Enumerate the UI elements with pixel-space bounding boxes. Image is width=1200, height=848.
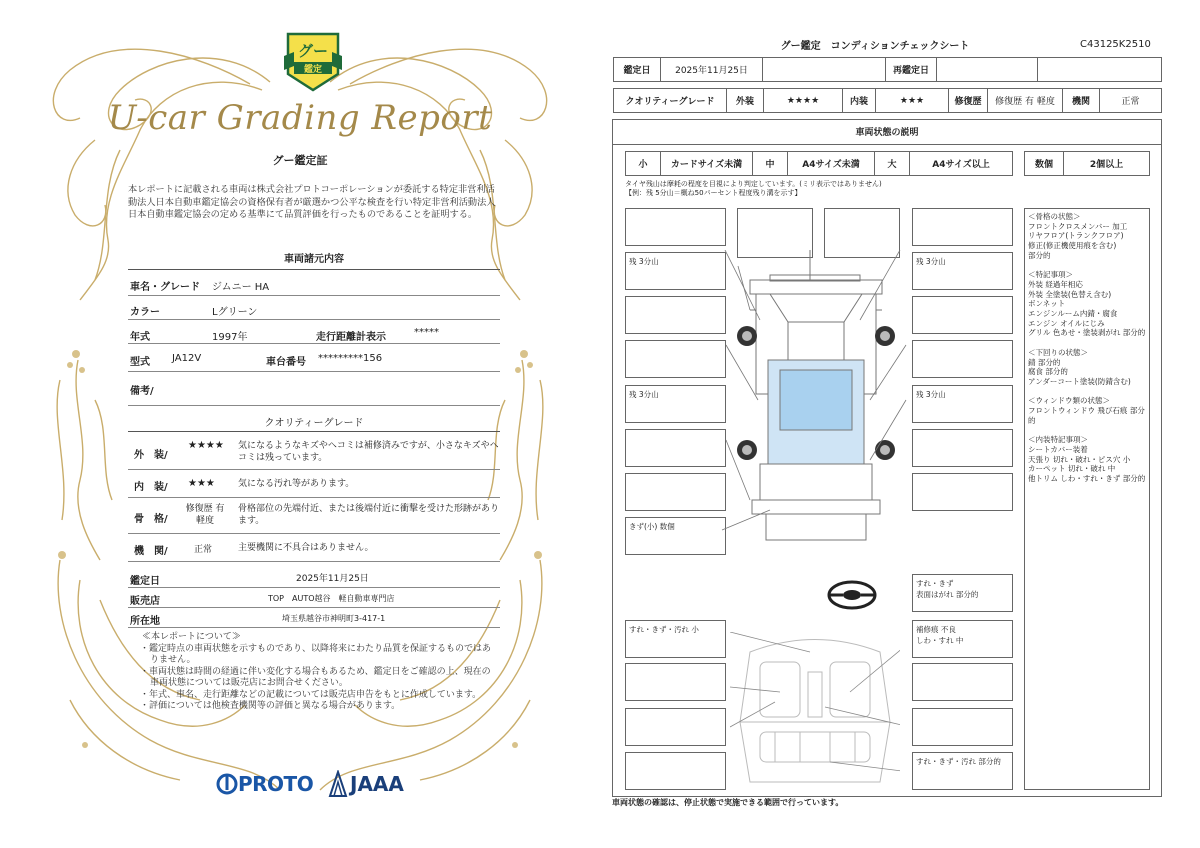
- tire-rl-note: 残 3分山: [629, 390, 659, 399]
- condition-notes-panel: ＜骨格の状態＞ フロントクロスメンバー 加工 リヤフロア(トランクフロア) 修正(修正機使用痕を含む) 部分的 ＜特記事項＞ 外装 経過年相応 外装 全塗装(色替え含む) ボンネット エンジンルーム内錆・腐食 エンジン オイルにじみ グリル 色あせ・塗装剥がれ 部分的 ＜下回りの状態＞ 錆 部分的 腐食 部分的 アンダーコート塗装(防錆含む) ＜ウィンドウ類の状態＞ フロントウィンドウ 飛び石痕 部分的 ＜内装特記事項＞ シートカバー装着 天張り 切れ・破れ・ピス穴 小 カーペット 切れ・破れ 中 他トリム しわ・すれ・きず 部分的: [1024, 208, 1150, 790]
- comment-box: [912, 473, 1013, 511]
- spec-mileage-label: 走行距離計表示: [316, 332, 386, 343]
- quality-frame-label: 骨 格/: [134, 514, 168, 525]
- interior-label: 内装: [842, 88, 876, 113]
- steering-note: すれ・きず 表面はがれ 部分的: [916, 579, 979, 599]
- quality-frame-desc: 骨格部位の先端付近、または後端付近に衝撃を受けた形跡があります。: [238, 504, 500, 526]
- info-row-date: [128, 566, 500, 588]
- rear-damage-note: きず(小) 数個: [629, 522, 675, 531]
- proto-logo-text: PROTO: [238, 772, 314, 796]
- front-seat-left-box: [625, 620, 726, 658]
- info-shop-value: TOP AUTO越谷 軽自動車専門店: [268, 594, 395, 603]
- engine-value: 正常: [1099, 88, 1162, 113]
- spec-row-name: [128, 272, 500, 296]
- front-seat-right-note: 補修痕 不良 しわ・すれ 中: [916, 625, 964, 645]
- spec-mileage-value: *****: [414, 327, 439, 338]
- sheet-code: C43125K2510: [1080, 39, 1151, 50]
- exterior-stars: ★★★★: [763, 88, 843, 113]
- comment-box: [625, 208, 726, 246]
- size-large-desc: A4サイズ以上: [909, 151, 1013, 176]
- info-address-label: 所在地: [130, 616, 160, 627]
- tire-note-2: 【例：残 5分山＝概ね50パーセント程度残り溝を示す】: [625, 189, 802, 197]
- appraisal-date-label: 鑑定日: [613, 57, 661, 82]
- report-notes: [138, 632, 498, 713]
- blank-cell: [1037, 57, 1162, 82]
- steering-wheel-icon: [826, 578, 878, 612]
- comment-box: [625, 708, 726, 746]
- quality-engine-desc: 主要機関に不具合はありません。: [238, 543, 374, 553]
- tire-fr-box: [912, 252, 1013, 290]
- report-title: U-car Grading Report: [107, 98, 493, 138]
- quality-interior-label: 内 装/: [134, 482, 168, 493]
- divider: [128, 268, 500, 270]
- spec-year-value: 1997年: [212, 332, 248, 343]
- quality-title: クオリティーグレード: [264, 418, 364, 429]
- quality-frame-value: 修復歴 有 軽度: [185, 504, 225, 526]
- jaaa-logo-icon: [328, 770, 348, 798]
- condition-title: 車両状態の説明: [612, 119, 1162, 145]
- info-row-address: [128, 608, 500, 628]
- tire-fl-note: 残 3分山: [629, 257, 659, 266]
- spec-row-year: [128, 320, 500, 344]
- proto-logo-icon: [216, 772, 238, 796]
- certificate-body: 本レポートに記載される車両は株式会社プロトコーポレーションが委託する特定非営利活動法人日本自動車鑑定協会の資格保有者が厳選かつ公平な検査を行い特定非営利活動法人日本自動車鑑定協会の定める基準にて品質評価を行ったものであることを証明する。: [128, 184, 496, 220]
- spec-name-label: 車名・グレード: [130, 282, 200, 293]
- reappraisal-date-value: [936, 57, 1038, 82]
- spec-row-remarks: [128, 372, 500, 406]
- rear-seat-box: [912, 752, 1013, 790]
- engine-label: 機関: [1062, 88, 1100, 113]
- quality-interior-desc: 気になる汚れ等があります。: [238, 479, 355, 489]
- spec-model-value: JA12V: [172, 353, 202, 364]
- interior-stars: ★★★: [875, 88, 949, 113]
- spec-chassis-label: 車台番号: [266, 357, 306, 368]
- repair-history-value: 修復歴 有 軽度: [987, 88, 1063, 113]
- quality-row-exterior: [128, 434, 500, 470]
- comment-box: [912, 663, 1013, 701]
- size-large-label: 大: [874, 151, 910, 176]
- quality-interior-stars: ★★★: [188, 478, 215, 489]
- quality-exterior-label: 外 装/: [134, 450, 168, 461]
- divider: [128, 430, 500, 432]
- tire-note-1: タイヤ残山は摩耗の程度を目視により判定しています。(ミリ表示ではありません): [625, 180, 882, 188]
- count-label: 数個: [1024, 151, 1064, 176]
- quality-exterior-stars: ★★★★: [188, 440, 224, 451]
- car-exterior-diagram: [710, 250, 910, 550]
- badge-bottom-text: 鑑定: [303, 65, 323, 75]
- comment-box: [625, 663, 726, 701]
- spec-name-value: ジムニー HA: [212, 282, 270, 293]
- tire-rr-note: 残 3分山: [916, 390, 946, 399]
- badge-top-text: グー: [297, 42, 329, 60]
- quality-exterior-desc: 気になるようなキズやヘコミは補修済みですが、小さなキズやヘコミは残っています。: [238, 441, 499, 463]
- info-shop-label: 販売店: [130, 596, 160, 607]
- sheet-footer: 車両状態の確認は、停止状態で実施できる範囲で行っています。: [612, 798, 844, 807]
- specs-title: 車両諸元内容: [284, 254, 344, 265]
- spec-remarks-label: 備考/: [130, 386, 154, 397]
- spec-year-label: 年式: [130, 332, 150, 343]
- info-date-value: 2025年11月25日: [296, 574, 369, 584]
- size-mid-label: 中: [752, 151, 788, 176]
- jaaa-logo-text: JAAA: [350, 772, 404, 796]
- sheet-title: グー鑑定 コンディションチェックシート: [780, 41, 970, 52]
- note-item: ・評価については他検査機関等の評価と異なる場合があります。: [140, 701, 401, 711]
- spec-row-model: [128, 344, 500, 372]
- quality-row-interior: [128, 470, 500, 498]
- spec-color-value: Lグリーン: [212, 307, 258, 318]
- certificate-title: グー鑑定証: [272, 154, 328, 167]
- size-small-desc: カードサイズ未満: [660, 151, 753, 176]
- blank-cell: [762, 57, 886, 82]
- rear-seat-note: すれ・きず・汚れ 部分的: [916, 757, 1001, 766]
- count-desc: 2個以上: [1063, 151, 1150, 176]
- quality-engine-label: 機 関/: [134, 546, 168, 557]
- spec-model-label: 型式: [130, 357, 150, 368]
- car-interior-diagram: [730, 632, 900, 792]
- note-item: ・年式、車名、走行距離などの記載については販売店申告をもとに作成しています。: [140, 689, 482, 700]
- size-small-label: 小: [625, 151, 661, 176]
- quality-row-engine: [128, 534, 500, 562]
- comment-box: [912, 296, 1013, 334]
- goo-kantei-badge-icon: [282, 28, 344, 94]
- info-address-value: 埼玉県越谷市神明町3-417-1: [282, 614, 386, 623]
- comment-box: [912, 208, 1013, 246]
- tire-rr-box: [912, 385, 1013, 423]
- steering-box: [912, 574, 1013, 612]
- reappraisal-date-label: 再鑑定日: [885, 57, 937, 82]
- comment-box: [625, 752, 726, 790]
- quality-engine-value: 正常: [194, 545, 213, 555]
- spec-chassis-value: *********156: [318, 353, 383, 364]
- quality-grade-label: クオリティーグレード: [613, 88, 727, 113]
- notes-heading: ≪本レポートについて≫: [142, 632, 241, 642]
- note-item: ・鑑定時点の車両状態を示すものであり、以降将来にわたり品質を保証するものではありません。: [140, 643, 492, 665]
- appraisal-date-value: 2025年11月25日: [660, 57, 763, 82]
- note-item: ・車両状態は時間の経過に伴い変化する場合もあるため、鑑定日をご確認の上、現在の車両状態については販売店にお問合せください。: [140, 666, 491, 688]
- tire-fr-note: 残 3分山: [916, 257, 946, 266]
- exterior-label: 外装: [726, 88, 764, 113]
- size-mid-desc: A4サイズ未満: [787, 151, 875, 176]
- spec-color-label: カラー: [130, 307, 160, 318]
- comment-box: [912, 340, 1013, 378]
- comment-box: [912, 429, 1013, 467]
- front-seat-left-note: すれ・きず・汚れ 小: [629, 625, 699, 634]
- info-row-shop: [128, 588, 500, 608]
- comment-box: [912, 708, 1013, 746]
- front-seat-right-box: [912, 620, 1013, 658]
- repair-history-label: 修復歴: [948, 88, 988, 113]
- info-date-label: 鑑定日: [130, 576, 160, 587]
- spec-row-color: [128, 296, 500, 320]
- quality-row-frame: [128, 498, 500, 534]
